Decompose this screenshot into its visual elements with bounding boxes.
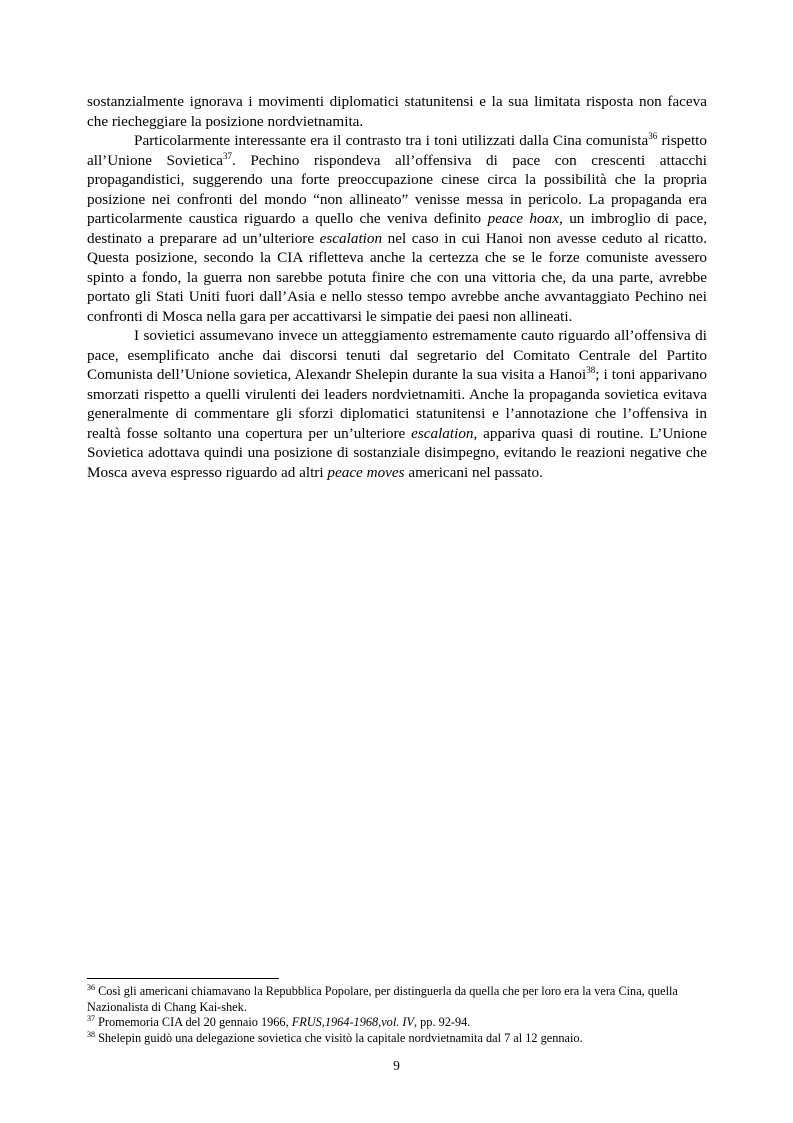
footnote-italic-source: FRUS,1964-1968,vol. IV: [291, 1015, 414, 1029]
paragraph-1: [87, 92, 707, 131]
italic-term: escalation: [319, 229, 383, 247]
italic-term: peace moves: [327, 463, 405, 481]
footnote-number: 37: [87, 1013, 95, 1023]
text-segment: ; i toni apparivano smorzati rispetto a quelli virulenti dei leaders nordvietnamiti. Anche la propaganda sovietica evitava generalmente di commentare gli sforzi diplomatici statunitensi e l’annotazione che l’offensiva in realtà fosse soltanto una copertura per un’ulteriore: [87, 366, 707, 442]
text-segment: Particolarmente interessante era il contrasto tra i toni utilizzati dalla Cina comunista: [134, 132, 649, 149]
footnote-37: [87, 1015, 707, 1031]
footnote-number: 36: [87, 982, 95, 992]
text-segment: rispetto all’Unione Sovietica: [87, 132, 707, 169]
footnote-text: , pp. 92-94.: [414, 1015, 471, 1029]
page-number: 9: [393, 1058, 400, 1073]
footnote-text: Shelepin guidò una delegazione sovietica che visitò la capitale nordvietnamita dal 7 al 12 gennaio.: [95, 1030, 583, 1045]
text-segment: , appariva quasi di routine. L’Unione Sovietica adottava quindi una posizione di sostanziale disimpegno, evitando le reazioni negative che Mosca aveva espresso riguardo ad altri: [87, 424, 707, 481]
footnote-text: Così gli americani chiamavano la Repubblica Popolare, per distinguerla da quella che per loro era la vera Cina, quella Nazionalista di Chang Kai-shek.: [87, 984, 678, 1014]
text-segment: . Pechino rispondeva all’offensiva di pace con crescenti attacchi propagandistici, suggerendo una forte preoccupazione cinese circa la possibilità che la propria posizione nei confronti del mondo “non allineato” venisse messa in pericolo. La propaganda era particolarmente caustica riguardo a quello che veniva definito: [87, 151, 707, 227]
paragraph-3: [87, 326, 707, 482]
text-segment: I sovietici assumevano invece un atteggiamento estremamente cauto riguardo all’offensiva di pace, esemplificato anche dai discorsi tenuti dal segretario del Comitato Centrale del Partito Comunista dell’Unione sovietica, Alexandr Shelepin durante la sua visita a Hanoi: [87, 327, 707, 383]
italic-term: peace hoax: [487, 210, 559, 227]
footnote-ref-36: 36: [648, 130, 658, 141]
footnote-number: 38: [87, 1029, 95, 1039]
paragraph-2: [87, 131, 707, 326]
footnote-38: [87, 1031, 707, 1047]
italic-term: escalation: [411, 424, 474, 442]
footnote-separator: [87, 978, 279, 979]
text-segment: , un imbroglio di pace, destinato a preparare ad un’ulteriore: [87, 210, 708, 247]
footnote-36: [87, 984, 707, 1015]
footnote-text: Promemoria CIA del 20 gennaio 1966,: [95, 1015, 292, 1029]
footnotes: [87, 984, 707, 1046]
text-segment: sostanzialmente ignorava i movimenti diplomatici statunitensi e la sua limitata risposta non faceva che riecheggiare la posizione nordvietnamita.: [87, 93, 707, 130]
text-segment: nel caso in cui Hanoi non avesse ceduto al ricatto. Questa posizione, secondo la CIA rifletteva anche la certezza che se le forze comuniste avessero spinto a fondo, la guerra non sarebbe potuta finire che con una vittoria che, da una parte, avrebbe portato gli Stati Uniti fuori dall’Asia e nello stesso tempo avrebbe anche avvantaggiato Pechino nei confronti di Mosca nella gara per accattivarsi le simpatie dei paesi non allineati.: [87, 229, 707, 325]
footnote-ref-38: 38: [586, 364, 596, 375]
text-segment: americani nel passato.: [404, 463, 543, 481]
body-text: [87, 92, 707, 482]
footnote-ref-37: 37: [223, 150, 233, 161]
